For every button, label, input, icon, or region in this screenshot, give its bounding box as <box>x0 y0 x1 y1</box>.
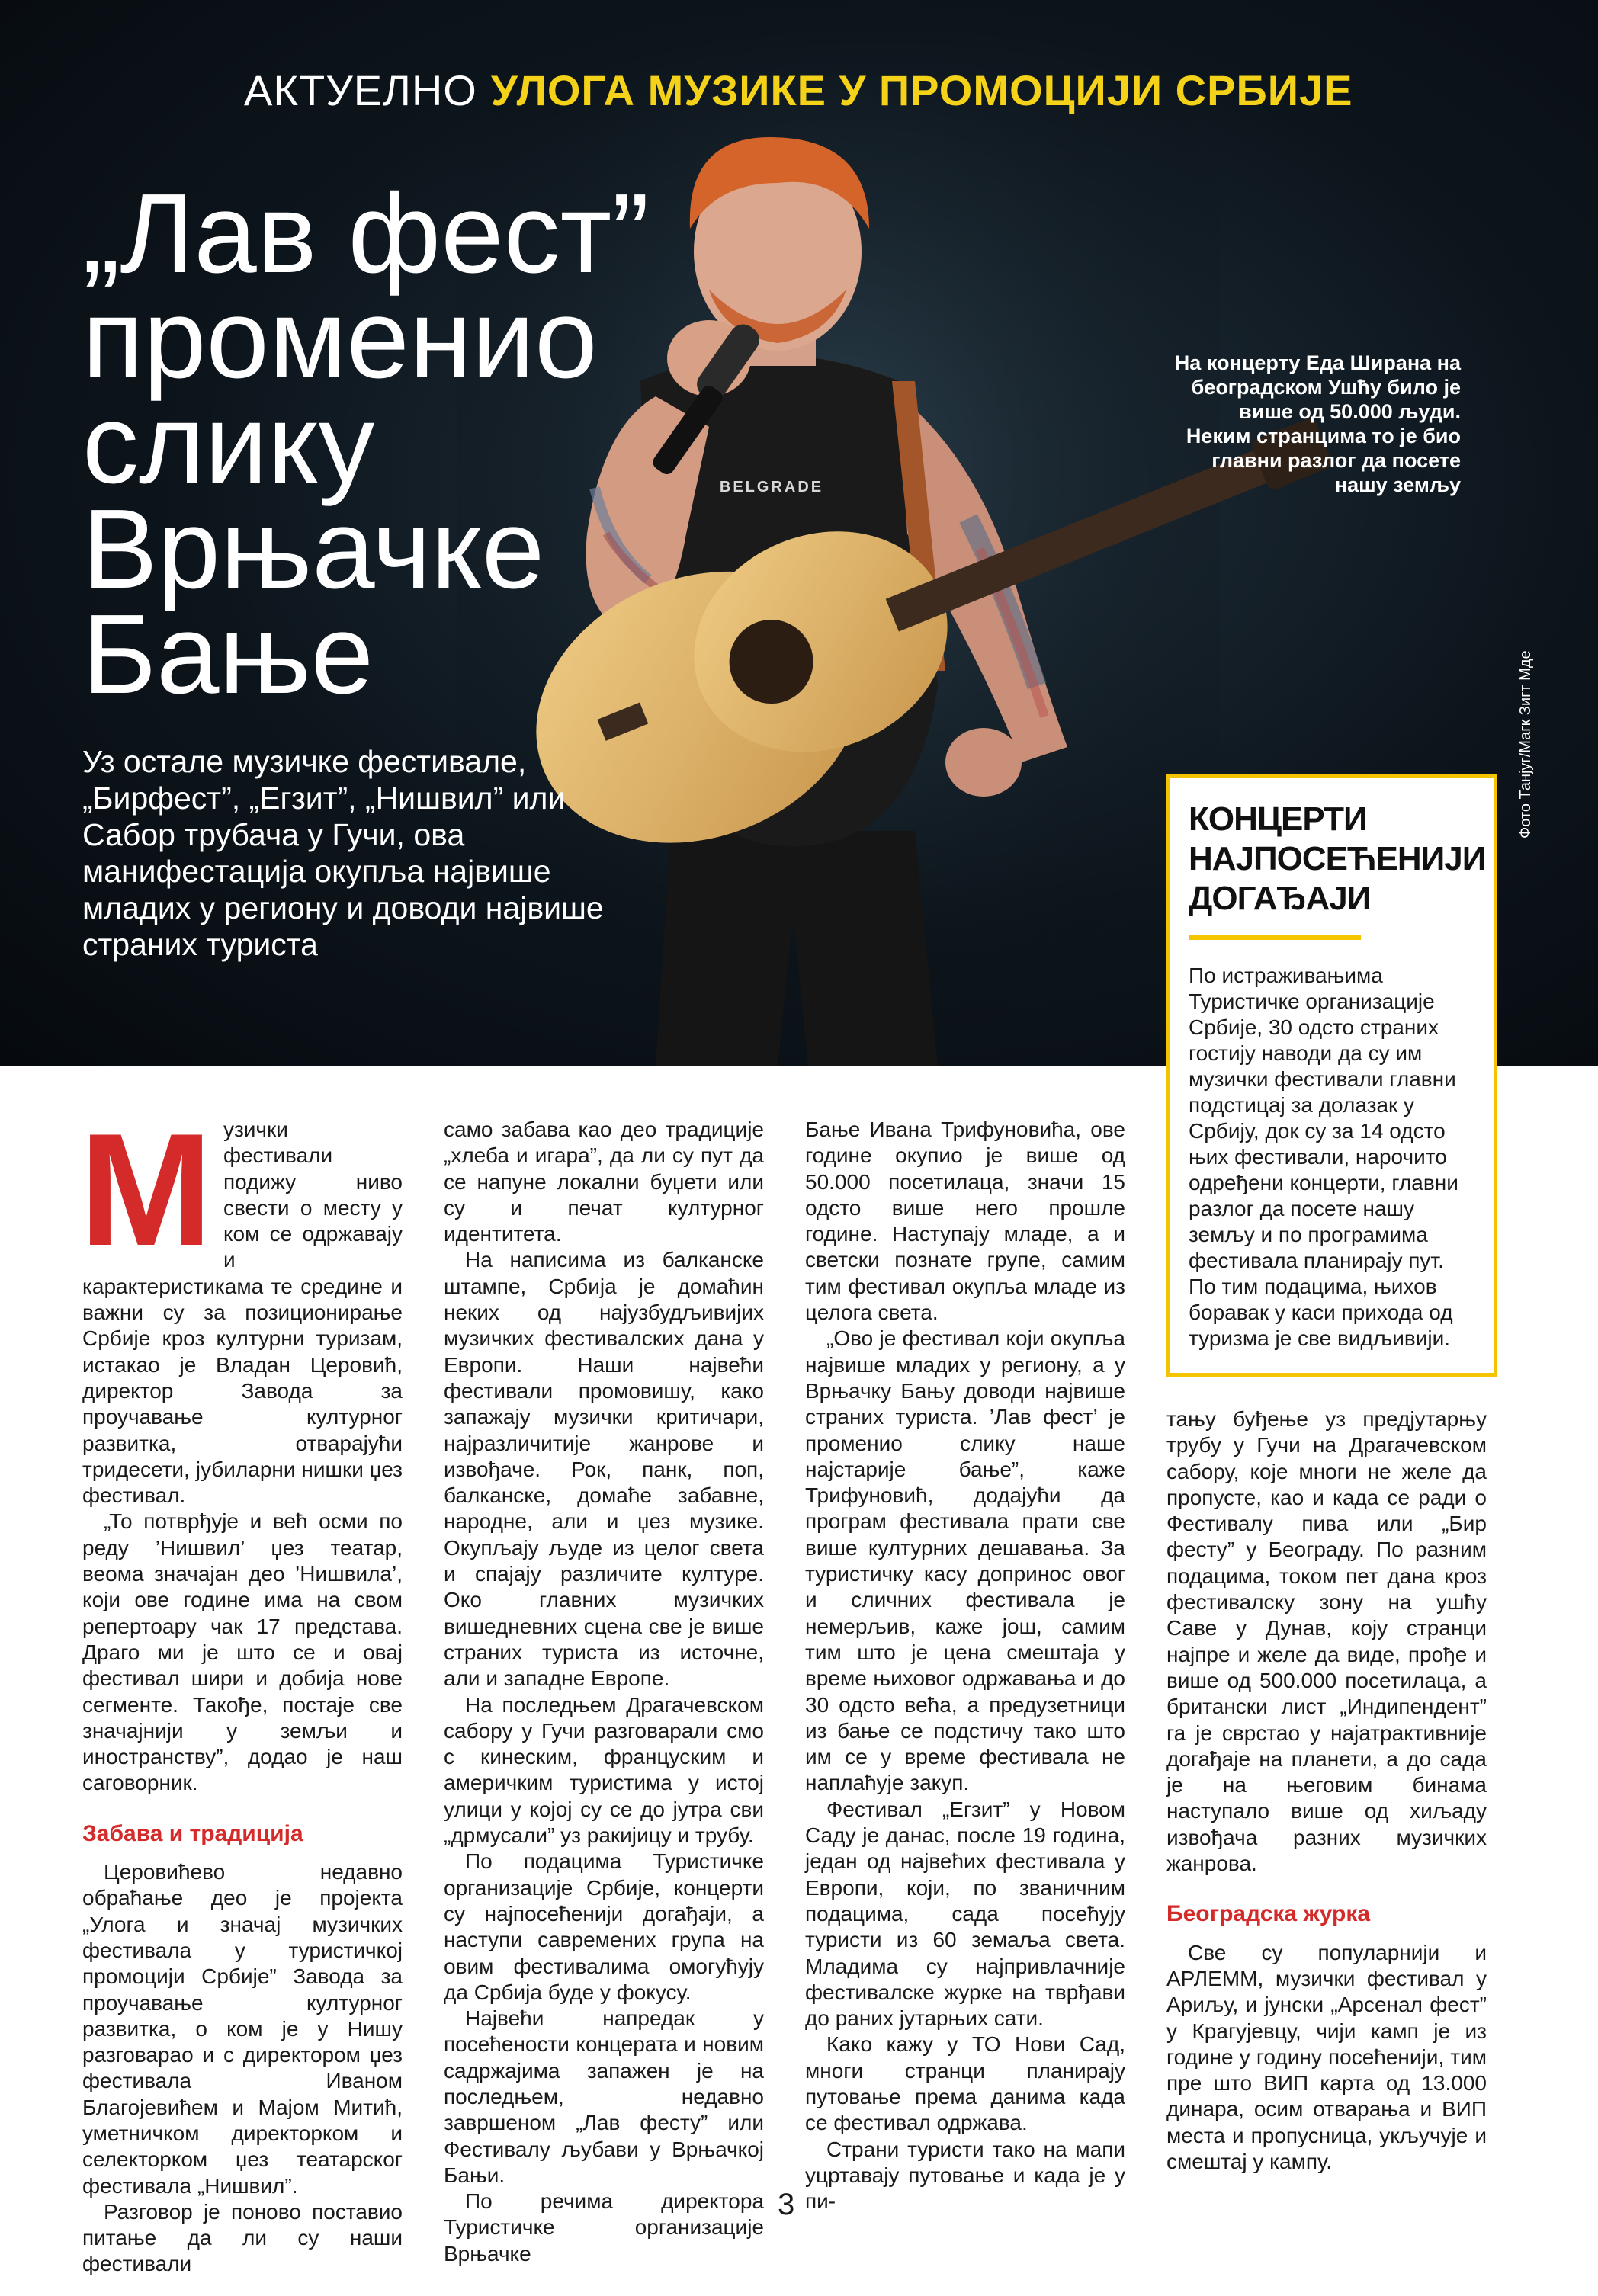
body-column-3 <box>805 1117 1125 2214</box>
page-number: 3 <box>778 2188 795 2221</box>
paragraph: На написима из балканске штампе, Србија је домаћин неких од најузбудљивијих музичких фестивалских дана у Европи. Наши највећи фестивали промовишу, како запажају музички критичари, најразличитије жанрове и извођаче. Рок, панк, поп, балканске, домаће забавне, народне, али и џез музике. Окупљају људе из целог света и спајају различите културе. Око главних музичких вишедневних сцена све је више страних туриста из источне, али и западне Европе. <box>444 1248 764 1691</box>
body-column-1 <box>79 1100 403 2278</box>
sidebar-box <box>1166 774 1497 1377</box>
paragraph: „Ово је фестивал који окупља највише младих у региону, а у Врњачку Бању доводи највише страних туриста. ’Лав фест’ је променио слику наше најстарије бање”, каже Трифуновић, додајући да програм фестивала прати све више културних дешавања. За туристичку касу допринос овог и сличних фестивала је немерљив, каже још, самим тим што је цена смештаја у време њиховог одржавања и до 30 одсто већа, а предузетници из бање се подстичу тако што им се у време фестивала не наплаћује закуп. <box>805 1326 1125 1795</box>
paragraph <box>79 1100 403 1509</box>
sidebar-text: По истраживањима Туристичке организације Србије, 30 одсто страних гостију наводи да су им музички фестивали главни подстицај за долазак у Србију, док су за 14 одсто њих фестивали, нарочито одређени концерти, главни разлог да посете нашу земљу и по програмима фестивала планирају пут. По тим подацима, њихов боравак у каси прихода од туризма је све видљивији. <box>1189 964 1458 1350</box>
topic-label: УЛОГА МУЗИКЕ У ПРОМОЦИЈИ СРБИЈЕ <box>490 66 1353 114</box>
paragraph: само забава као део традиције „хлеба и игара”, да ли су пут да се напуне локални буџети или су и печат културног идентитета. <box>444 1118 764 1246</box>
paragraph: Како кажу у ТО Нови Сад, многи странци планирају путовање према данима када се фестивал одржава. <box>805 2032 1125 2135</box>
shirt-text: BELGRADE <box>719 479 824 495</box>
paragraph: Церовићево недавно обраћање део је пројекта „Улога и значај музичких фестивала у туристичкој промоцији Србије” Завода за проучавање културног развитка, о ком је у Нишу разговарао и с директором џез фестивала Иваном Благојевићем и Мајом Митић, уметничком директорком и селекторком џез театарског фестивала „Нишвил”. <box>82 1860 403 2198</box>
paragraph: тању буђење уз предјутарњу трубу у Гучи на Драгачевском сабору, које многи не желе да пропусте, као и када се ради о Фестивалу пива или „Бир фесту” у Београду. По разним подацима, током пет дана кроз фестивалску зону на ушћу Саве у Дунав, коју странци најпре и желе да виде, прође и више од 500.000 посетилаца, а британски лист „Индипендент” га је сврстао у најатрактивније догађаје на планети, а до сада је на његовим бинама наступало више од хиљаду извођача разних музичких жанрова. <box>1166 1407 1487 1876</box>
drop-cap: М <box>79 1100 213 1279</box>
paragraph: Страни туристи тако на мапи уцртавају путовање и када је у пи- <box>805 2137 1125 2214</box>
paragraph: Фестивал „Егзит” у Новом Саду је данас, после 19 година, један од највећих фестивала у Европи, који, по званичним подацима, сада посећују туристи из 60 земаља света. Младима су најпривлачније фестивалске журке на тврђави до раних јутарњих сати. <box>805 1797 1125 2031</box>
subheading: Београдска журка <box>1166 1901 1371 1927</box>
photo-caption: На концерту Еда Ширана на београдском Ушћу било је више од 50.000 људи. Неким странцима то је био главни разлог да посете нашу земљу <box>1174 351 1461 496</box>
sidebar-rule <box>1189 935 1361 940</box>
photo-credit: Фото Танјуг/Магк Зигт Мде <box>1517 650 1534 839</box>
body-column-2 <box>444 1117 764 2267</box>
paragraph: По подацима Туристичке организације Србије, концерти су најпосећенији догађаји, а наступи савремених група на овим фестивалима омогућују да Србија буде у фокусу. <box>444 1849 764 2004</box>
paragraph: На последњем Драгачевском сабору у Гучи разговарали смо с кинеским, француским и америчким туристима у истој улици у којој су се до јутра сви „дрмусали” уз ракијицу и трубу. <box>444 1692 764 1848</box>
section-label: АКТУЕЛНО <box>244 66 477 114</box>
article-title: „Лав фест” променио слику Врњачке Бање <box>82 171 650 717</box>
subheading: Забава и традиција <box>82 1820 303 1846</box>
paragraph-text: узички фестивали подижу ниво свести о месту у ком се одржавају и карактеристикама те средине и важни су за позиционирање Србије кроз културни туризам, истакао је Владан Церовић, директор Завода за проучавање културног развитка, отварајући тридесети, јубиларни нишки џез фестивал. <box>82 1118 403 1508</box>
body-column-4 <box>1166 1406 1487 2175</box>
paragraph: „То потврђује и већ осми по реду ’Нишвил’ џез театар, веома значајан део ’Нишвила’, који ове године има на свом репертоару чак 17 представа. Драго ми је што се и овај фестивал шири и добија нове сегменте. Такође, постаје све значајнији у земљи и иностранству”, додао је наш саговорник. <box>82 1509 403 1795</box>
paragraph: Све су популарнији и АРЛЕММ, музички фестивал у Ариљу, и јунски „Арсенал фест” у Крагујевцу, чији камп је из године у годину посећенији, тим пре што ВИП карта од 13.000 динара, осим отварања и ВИП места и пропусница, укључује и смештај у кампу. <box>1166 1940 1487 2174</box>
paragraph: По речима директора Туристичке организације Врњачке <box>444 2189 764 2266</box>
paragraph: Бање Ивана Трифуновића, ове године окупио је више од 50.000 посетилаца, значи 15 одсто више него прошле године. Наступају младе, а и светски познате групе, самим тим фестивал окупља младе из целога света. <box>805 1118 1125 1325</box>
section-kicker <box>244 66 1353 115</box>
sidebar-title: КОНЦЕРТИ НАЈПОСЕЋЕНИЈИ ДОГАЂАЈИ <box>1189 800 1486 917</box>
article-standfirst: Уз остале музичке фестивале, „Бирфест”, „Егзит”, „Нишвил” или Сабор трубача у Гучи, ова манифестација окупља највише младих у региону и доводи највише страних туриста <box>82 744 604 962</box>
paragraph: Највећи напредак у посећености концерата и новим садржајима запажен је на последњем, недавно завршеном „Лав фесту” или Фестивалу љубави у Врњачкој Бањи. <box>444 2006 764 2187</box>
paragraph: Разговор је поново поставио питање да ли су наши фестивали <box>82 2199 403 2276</box>
